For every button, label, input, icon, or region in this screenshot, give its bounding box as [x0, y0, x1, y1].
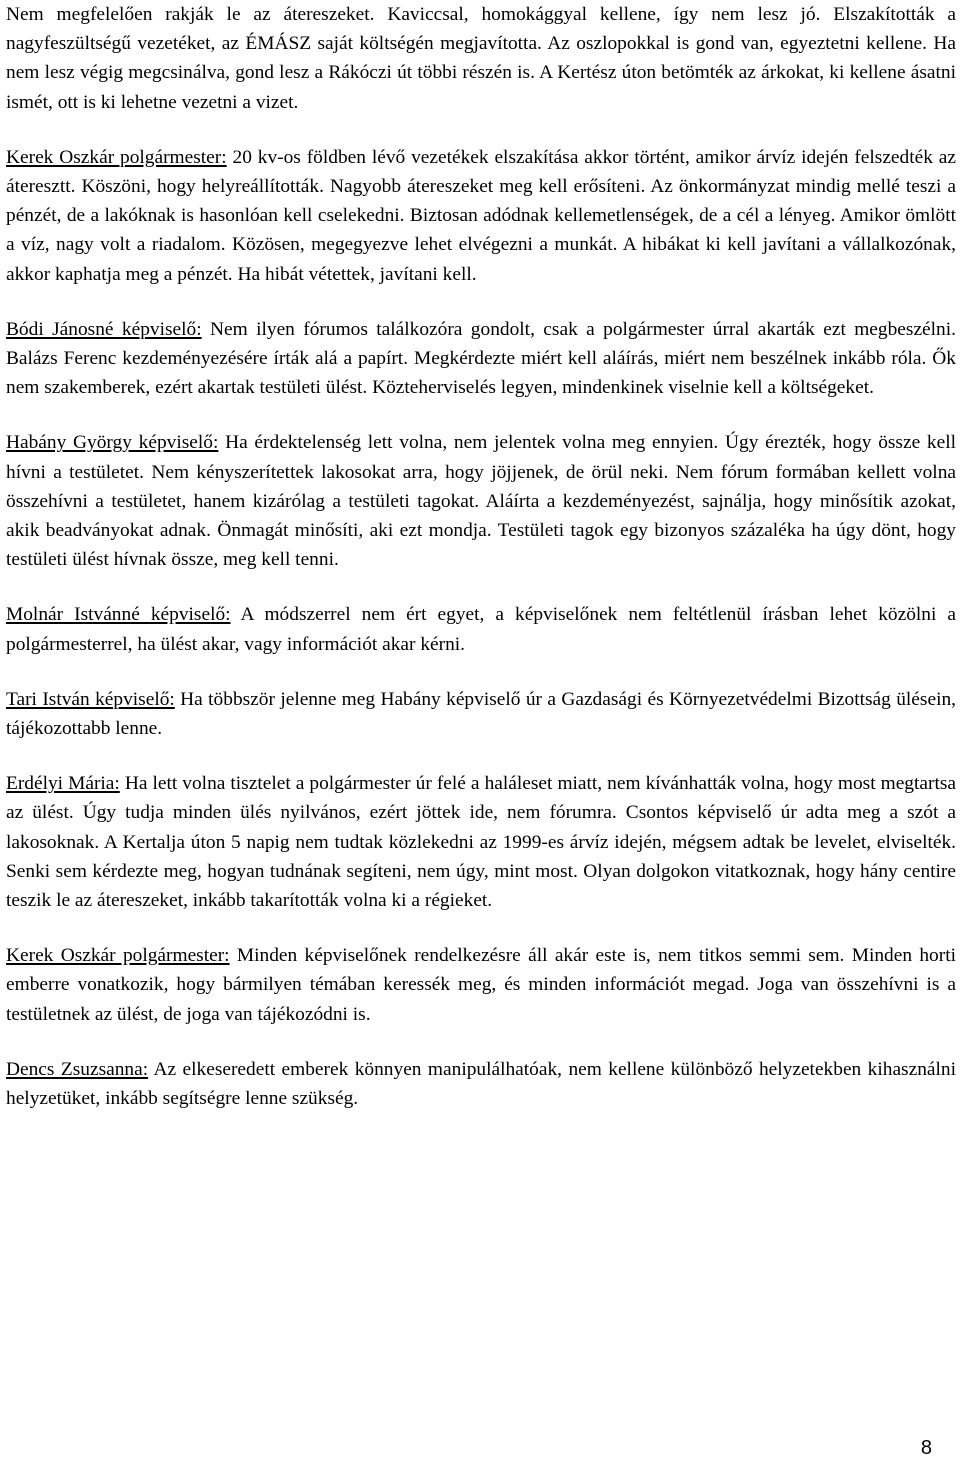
speaker-name: Dencs Zsuzsanna: — [6, 1058, 149, 1080]
paragraph-4 — [6, 428, 956, 574]
paragraph-5 — [6, 600, 956, 658]
speaker-name: Tari István képviselő: — [6, 688, 175, 710]
page-body — [6, 0, 956, 1139]
paragraph-3-text: Nem ilyen fórumos találkozóra gondolt, csak a polgármester úrral akarták ezt megbeszélni. Balázs Ferenc kezdeményezésére írták alá a papírt. Megkérdezte miért kell aláírás, miért nem beszélnek inkább róla. Ők nem szakemberek, ezért akartak testületi ülést. Közteherviselés legyen, mindenkinek viselnie kell a költségeket. — [6, 318, 956, 399]
paragraph-7-text: Ha lett volna tisztelet a polgármester úr felé a haláleset miatt, nem kívánhatták volna, hogy most megtartsa az ülést. Úgy tudja minden ülés nyilvános, ezért jöttek ide, nem fórumra. Csontos képviselő úr adta meg a szót a lakosoknak. A Kertalja úton 5 napig nem tudtak közlekedni az 1999-es árvíz idején, mégsem adtak be levelet, elviselték. Senki sem kérdezte meg, hogyan tudnának segíteni, nem úgy, mint most. Olyan dolgokon vitatkoznak, hogy hány centire teszik le az átereszeket, inkább takarították volna ki a régieket. — [6, 773, 956, 912]
paragraph-4-text: Ha érdektelenség lett volna, nem jelentek volna meg ennyien. Úgy érezték, hogy össze kell hívni a testületet. Nem kényszerítettek lakosokat arra, hogy jöjjenek, de örül neki. Nem fórum formában kellett volna összehívni a testületet, hanem kizárólag a testületi tagokat. Aláírta a kezdeményezést, sajnálja, hogy minősítik azokat, akik beadványokat adnak. Önmagát minősíti, aki ezt mondja. Testületi tagok egy bizonyos százaléka ha úgy dönt, hogy testületi ülést hívnak össze, meg kell tenni. — [6, 432, 956, 571]
paragraph-9-text: Az elkeseredett emberek könnyen manipulálhatóak, nem kellene különböző helyzetekben kihasználni helyzetüket, inkább segítségre lenne szükség. — [6, 1058, 956, 1110]
paragraph-1 — [6, 0, 956, 117]
page-number: 8 — [920, 1437, 932, 1459]
paragraph-8-text: Minden képviselőnek rendelkezésre áll akár este is, nem titkos semmi sem. Minden horti emberre vonatkozik, hogy bármilyen témában keressék meg, és minden információt megad. Joga van összehívni is a testületnek az ülést, de joga van tájékozódni is. — [6, 945, 956, 1025]
speaker-name: Kerek Oszkár polgármester: — [6, 945, 230, 967]
paragraph-9 — [6, 1055, 956, 1113]
paragraph-6 — [6, 685, 956, 743]
speaker-name: Kerek Oszkár polgármester: — [6, 146, 227, 168]
paragraph-7 — [6, 769, 956, 915]
paragraph-2-text: 20 kv-os földben lévő vezetékek elszakítása akkor történt, amikor árvíz idején felszedték az áteresztt. Köszöni, hogy helyreállították. Nagyobb átereszeket meg kell erősíteni. Az önkormányzat mindig mellé teszi a pénzét, de a lakóknak is hasonlóan kell cselekedni. Biztosan adódnak kellemetlenségek, de a cél a lényeg. Amikor ömlött a víz, nagy volt a riadalom. Közösen, megegyezve lehet elvégezni a munkát. A hibákat ki kell javítani a vállalkozónak, akkor kaphatja meg a pénzét. Ha hibát vétettek, javítani kell. — [6, 146, 956, 285]
speaker-name: Habány György képviselő: — [6, 432, 219, 454]
speaker-name: Erdélyi Mária: — [6, 773, 120, 795]
paragraph-8 — [6, 941, 956, 1029]
paragraph-6-text: Ha többször jelenne meg Habány képviselő úr a Gazdasági és Környezetvédelmi Bizottság ülésein, tájékozottabb lenne. — [6, 688, 956, 740]
paragraph-2 — [6, 143, 956, 289]
speaker-name: Bódi Jánosné képviselő: — [6, 318, 202, 340]
speaker-name: Molnár Istvánné képviselő: — [6, 604, 231, 626]
paragraph-1-text: Nem megfelelően rakják le az átereszeket. Kaviccsal, homokággyal kellene, így nem lesz jó. Elszakították a nagyfeszültségű vezetéket, az ÉMÁSZ saját költségén megjavította. Az oszlopokkal is gond van, egyeztetni kellene. Ha nem lesz végig megcsinálva, gond lesz a Rákóczi út többi részén is. A Kertész úton betömték az árkokat, ki kellene ásatni ismét, ott is ki lehetne vezetni a vizet. — [6, 4, 956, 113]
paragraph-5-text: A módszerrel nem ért egyet, a képviselőnek nem feltétlenül írásban lehet közölni a polgármesterrel, ha ülést akar, vagy információt akar kérni. — [6, 604, 956, 655]
paragraph-3 — [6, 315, 956, 403]
